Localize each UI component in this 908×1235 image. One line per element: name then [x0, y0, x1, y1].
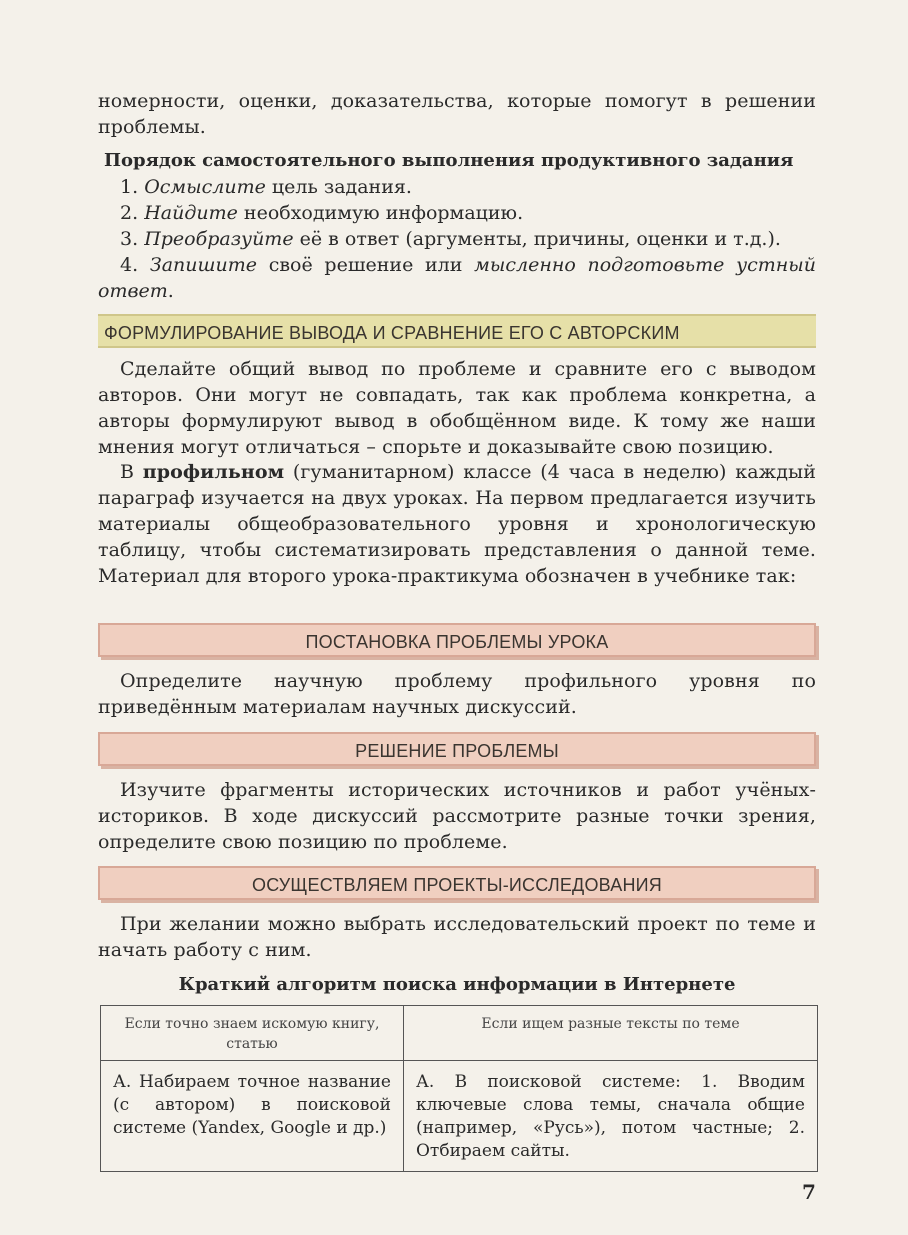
problem-paragraph: Определите научную проблему профильного уровня по приведённым материалам научных дискуссий. [98, 670, 816, 718]
list-item: 4. Запишите своё решение или мысленно подготовьте устный ответ. [98, 254, 816, 302]
table-header-row [101, 1006, 818, 1061]
section-band-conclusion: ФОРМУЛИРОВАНИЕ ВЫВОДА И СРАВНЕНИЕ ЕГО С АВТОРСКИМ [98, 314, 816, 348]
table-cell: А. В поисковой системе: 1. Вводим ключевые слова темы, сначала общие (например, «Русь»), потом частные; 2. Отбираем сайты. [404, 1061, 818, 1172]
page-number: 7 [802, 1180, 816, 1204]
solution-paragraph: Изучите фрагменты исторических источников и работ учёных-историков. В ходе дискуссий рассмотрите разные точки зрения, определите свою позицию по проблеме. [98, 779, 816, 853]
table-header-cell: Если точно знаем искомую книгу, статью [101, 1006, 404, 1061]
table-cell: А. Набираем точное название (с автором) в поисковой системе (Yandex, Google и др.) [101, 1061, 404, 1172]
section-band-solution: РЕШЕНИЕ ПРОБЛЕМЫ [98, 732, 816, 766]
list-item: 2. Найдите необходимую информацию. [120, 202, 524, 224]
search-algorithm-table [100, 1005, 818, 1172]
order-heading: Порядок самостоятельного выполнения продуктивного задания [104, 150, 794, 171]
list-item: 3. Преобразуйте её в ответ (аргументы, причины, оценки и т.д.). [120, 228, 781, 250]
table-header-cell: Если ищем разные тексты по теме [404, 1006, 818, 1061]
section-band-projects: ОСУЩЕСТВЛЯЕМ ПРОЕКТЫ-ИССЛЕДОВАНИЯ [98, 866, 816, 900]
table-caption: Краткий алгоритм поиска информации в Интернете [178, 974, 736, 995]
table-row [101, 1061, 818, 1172]
profile-paragraph: В профильном (гуманитарном) классе (4 часа в неделю) каждый параграф изучается на двух уроках. На первом предлагается изучить материалы общеобразовательного уровня и хронологическую таблицу, чтобы систематизировать представления о данной теме. Материал для второго урока-практикума обозначен в учебнике так: [98, 461, 816, 587]
list-item: 1. Осмыслите цель задания. [120, 176, 412, 198]
projects-paragraph: При желании можно выбрать исследовательский проект по теме и начать работу с ним. [98, 913, 816, 961]
intro-paragraph: номерности, оценки, доказательства, которые помогут в решении проблемы. [98, 90, 816, 138]
conclusion-paragraph: Сделайте общий вывод по проблеме и сравните его с выводом авторов. Они могут не совпадать, так как проблема конкретна, а авторы формулируют вывод в обобщённом виде. К тому же наши мнения могут отличаться – спорьте и доказывайте свою позицию. [98, 358, 816, 458]
order-list [98, 174, 816, 304]
section-band-problem: ПОСТАНОВКА ПРОБЛЕМЫ УРОКА [98, 623, 816, 657]
